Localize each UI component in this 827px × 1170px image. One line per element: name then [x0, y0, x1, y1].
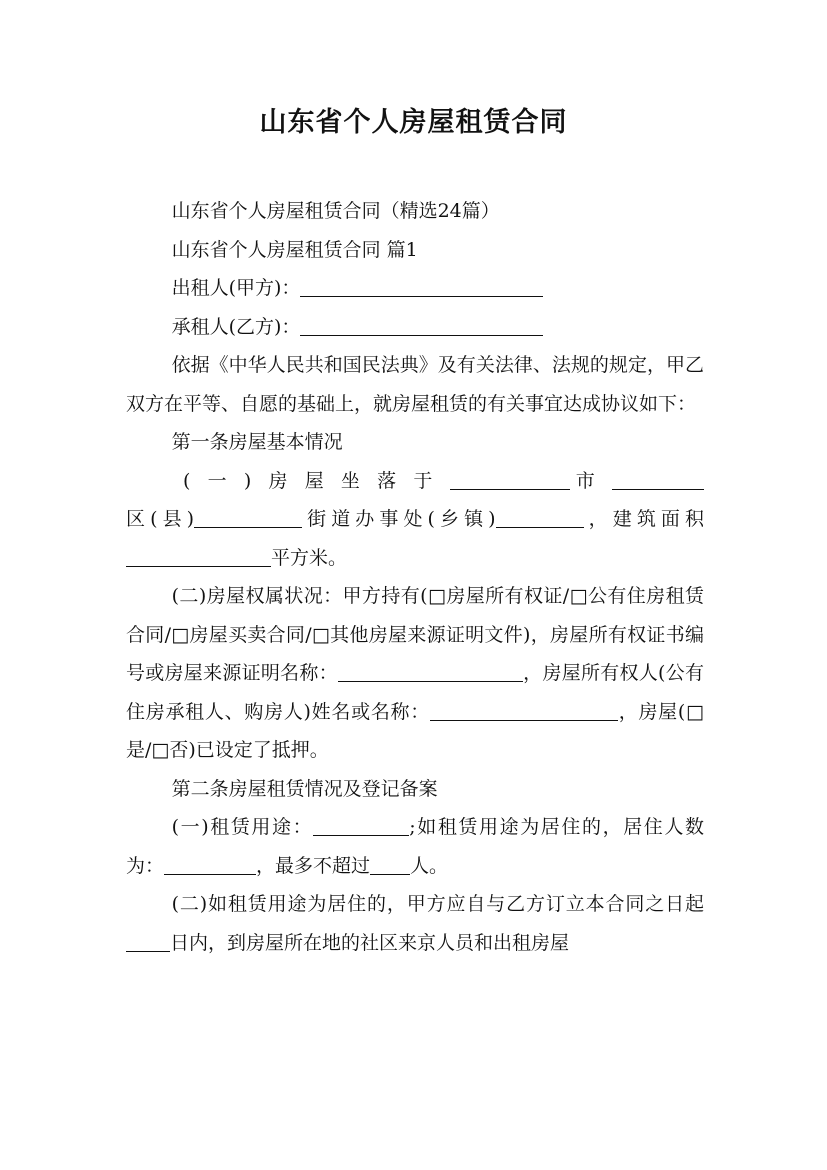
days-blank — [126, 929, 170, 952]
article2-clause1 — [126, 808, 704, 885]
lessor-line — [126, 269, 704, 308]
owner-name-blank — [430, 698, 618, 721]
article1-clause1 — [126, 462, 704, 578]
clause-text: ，建筑面积 — [583, 508, 704, 530]
clause-text: 日内，到房屋所在地的社区来京人员和出租房屋 — [170, 931, 570, 954]
lessee-label: 承租人(乙方)： — [171, 315, 301, 338]
clause-text: ，最多不超过 — [256, 854, 371, 877]
certificate-blank — [338, 659, 523, 682]
clause-text: ;如租赁用途为居住的，居住人数为： — [126, 816, 705, 877]
clause-text: 区(县) — [126, 508, 195, 530]
residents-blank — [164, 852, 256, 875]
clause-text: ，房屋所有权人(公有住房承租人、购房人)姓名或名称： — [126, 662, 704, 723]
article2-heading: 第二条房屋租赁情况及登记备案 — [171, 777, 438, 800]
article2-clause2 — [126, 885, 704, 962]
clause-text: (一)租赁用途： — [171, 816, 314, 838]
clause-text: (一)房屋坐落于 — [183, 469, 450, 492]
clause-text: 街道办事处(乡镇) — [302, 508, 496, 530]
max-residents-blank — [370, 852, 410, 875]
lessor-blank — [300, 274, 543, 297]
clause-text: 平方米。 — [271, 546, 348, 569]
city-blank — [450, 467, 570, 490]
document-body — [126, 192, 704, 962]
lessee-blank — [300, 313, 543, 336]
clause-text: 人。 — [410, 854, 449, 877]
section-heading: 山东省个人房屋租赁合同 篇1 — [171, 238, 418, 261]
clause-text: 市 — [575, 469, 612, 492]
street-blank — [194, 505, 302, 528]
article1-heading: 第一条房屋基本情况 — [171, 431, 343, 453]
district-blank — [612, 467, 704, 490]
document-title: 山东省个人房屋租赁合同 — [259, 107, 568, 138]
article1-clause2 — [126, 577, 704, 770]
town-blank — [496, 505, 584, 528]
clause-text: (二)如租赁用途为居住的，甲方应自与乙方订立本合同之日起 — [171, 893, 704, 915]
purpose-blank — [313, 813, 409, 836]
area-blank — [126, 544, 271, 567]
lessee-line — [126, 308, 704, 347]
lessor-label: 出租人(甲方)： — [171, 277, 301, 299]
subtitle-line: 山东省个人房屋租赁合同（精选24篇） — [171, 200, 500, 222]
intro-paragraph: 依据《中华人民共和国民法典》及有关法律、法规的规定，甲乙双方在平等、自愿的基础上，就房屋租赁的有关事宜达成协议如下： — [126, 354, 704, 415]
clause-text: ，房屋(□是/□否)已设定了抵押。 — [126, 700, 704, 761]
clause-text: (二)房屋权属状况：甲方持有(□房屋所有权证/□公有住房租赁合同/□房屋买卖合同/□其他房屋来源证明文件)，房屋所有权证书编号或房屋来源证明名称： — [126, 585, 704, 684]
